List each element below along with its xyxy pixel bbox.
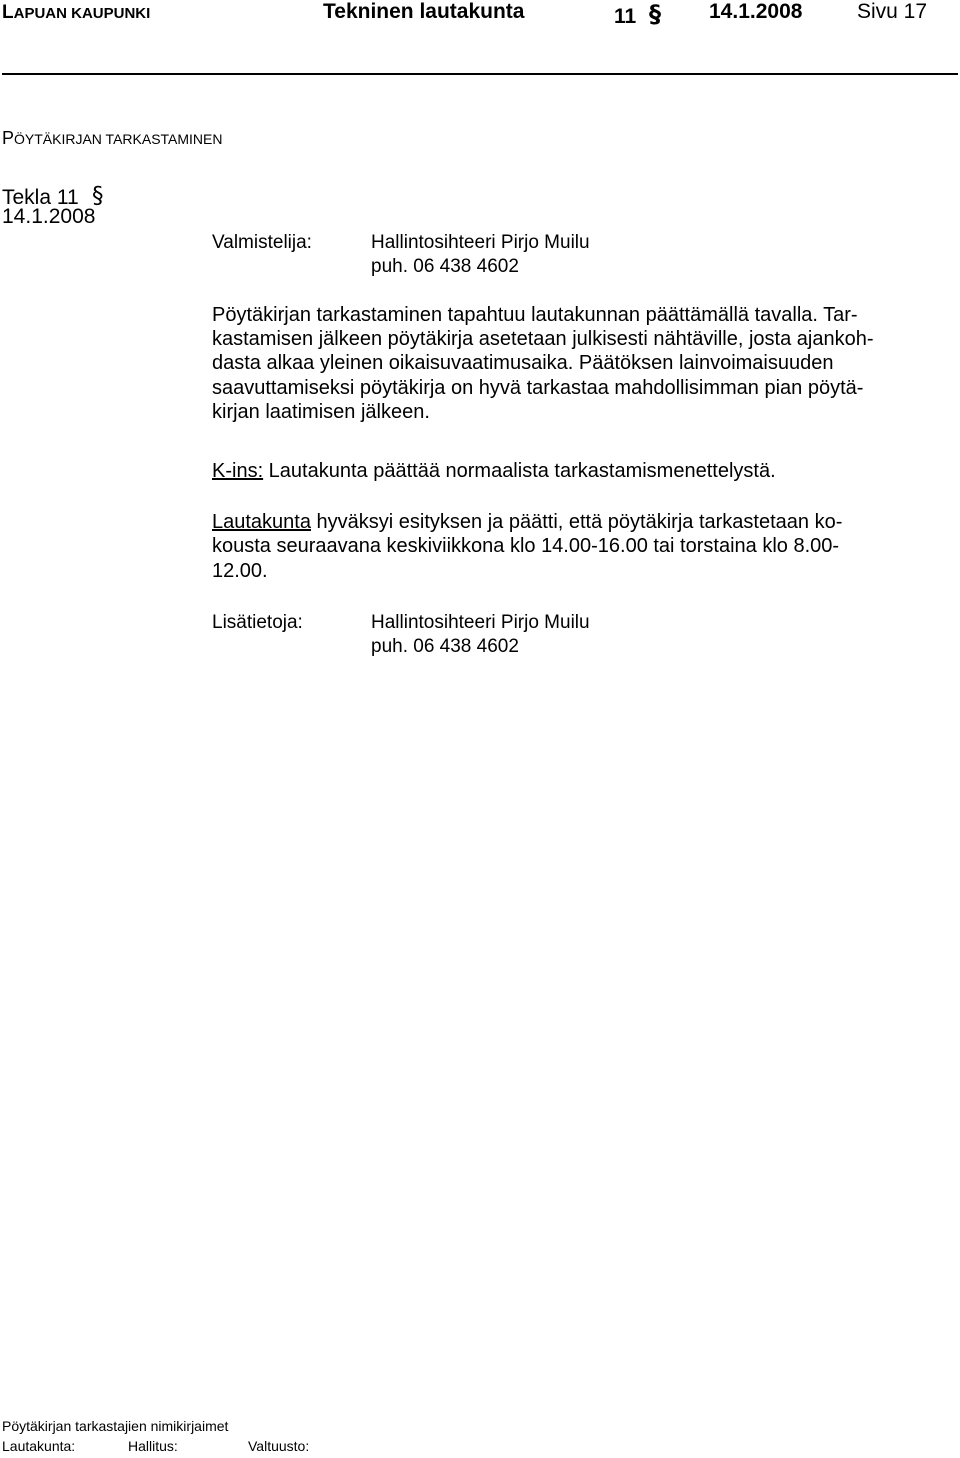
procedure-paragraph: [212, 303, 932, 424]
paragraph-line: dasta alkaa yleinen oikaisuvaatimusaika. Päätöksen lainvoimaisuuden: [212, 352, 834, 375]
board-name: Tekninen lautakunta: [323, 0, 525, 23]
item-number-text: Tekla 11: [2, 186, 79, 209]
footer-council: Valtuusto:: [248, 1438, 310, 1454]
footer-government: Hallitus:: [128, 1438, 178, 1454]
proposal-text: Lautakunta päättää normaalista tarkastamismenettelystä.: [263, 460, 776, 482]
footer-board: Lautakunta:: [2, 1438, 76, 1454]
paragraph-line: saavuttamiseksi pöytäkirja on hyvä tarkastaa mahdollisimman pian pöytä-: [212, 376, 864, 399]
preparer-phone: puh. 06 438 4602: [371, 256, 519, 277]
decision-line: 12.00.: [212, 560, 268, 582]
section-title: [2, 128, 223, 149]
footer-signature-fields: [2, 1438, 309, 1454]
paragraph-line: Pöytäkirjan tarkastaminen tapahtuu lautakunnan päättämällä tavalla. Tar-: [212, 304, 858, 326]
proposal-paragraph: [212, 459, 932, 483]
org-rest: APUAN KAUPUNKI: [13, 5, 151, 22]
decision-line: hyväksyi esityksen ja päätti, että pöytäkirja tarkastetaan ko-: [310, 511, 843, 533]
paragraph-line: kastamisen jälkeen pöytäkirja asetetaan julkisesti nähtäville, josta ajankoh-: [212, 328, 874, 351]
decision-label: Lautakunta: [212, 511, 311, 533]
item-date: 14.1.2008: [2, 205, 96, 228]
section-number-text: 11: [614, 5, 637, 28]
preparer-label: Valmistelija:: [212, 232, 312, 253]
meeting-date: 14.1.2008: [709, 0, 803, 23]
proposal-label: K-ins:: [212, 460, 264, 482]
svg-text:§: §: [649, 0, 662, 28]
info-phone: puh. 06 438 4602: [371, 636, 519, 657]
org-initial: L: [2, 2, 14, 23]
decision-paragraph: [212, 510, 932, 558]
page-number: Sivu 17: [857, 0, 928, 23]
section-number: [614, 0, 664, 30]
paragraph-line: kirjan laatimisen jälkeen.: [212, 400, 430, 423]
svg-text:§: §: [91, 183, 104, 209]
info-label: Lisätietoja:: [212, 612, 303, 633]
organization-name: [2, 2, 150, 24]
decision-line: kousta seuraavana keskiviikkona klo 14.00-16.00 tai torstaina klo 8.00-: [212, 535, 840, 558]
footer-signers: Pöytäkirjan tarkastajien nimikirjaimet: [2, 1418, 229, 1434]
info-name: Hallintosihteeri Pirjo Muilu: [371, 612, 590, 633]
section-sign-icon: [648, 0, 664, 30]
header-divider: [2, 73, 958, 75]
title-initial: P: [2, 128, 15, 148]
preparer-name: Hallintosihteeri Pirjo Muilu: [371, 232, 590, 253]
title-rest: ÖYTÄKIRJAN TARKASTAMINEN: [14, 131, 223, 147]
